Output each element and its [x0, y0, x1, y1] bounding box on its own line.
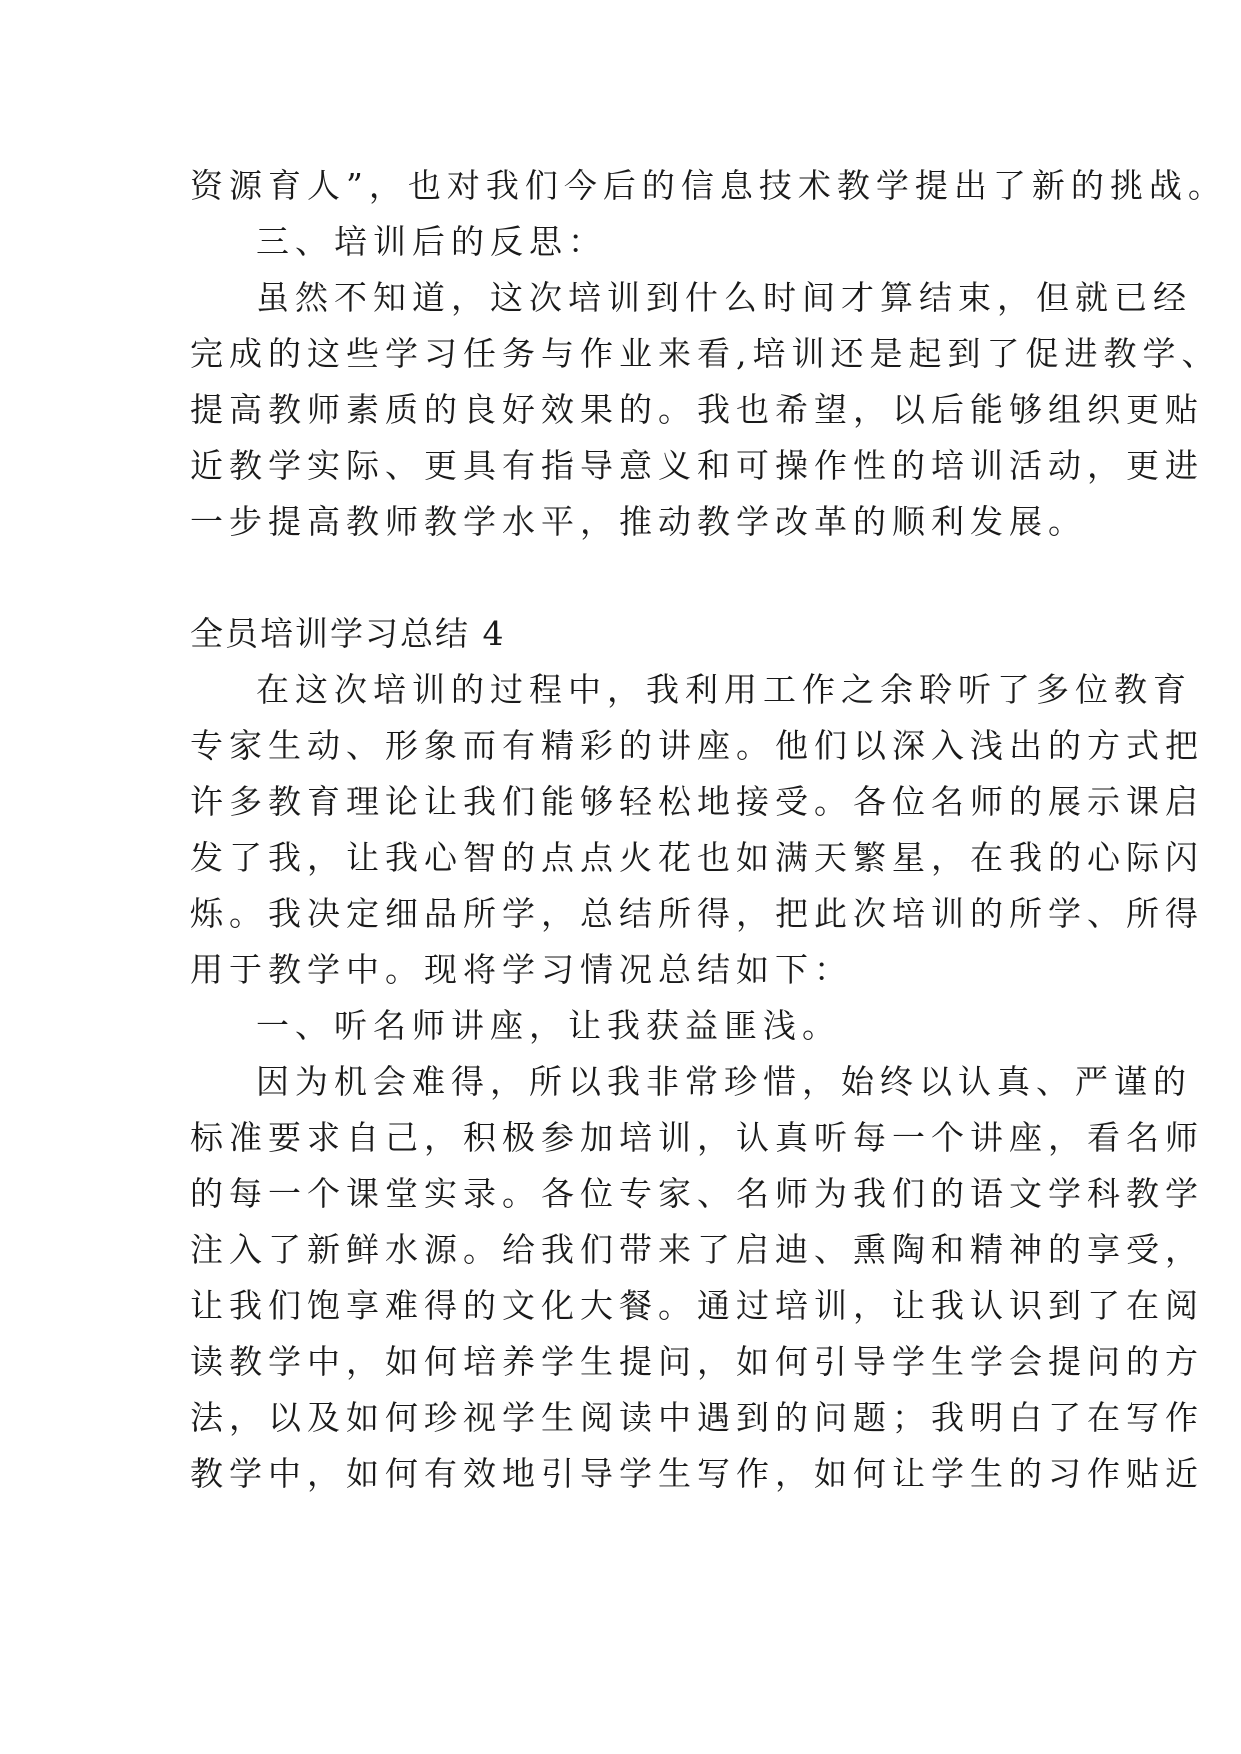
text-line: 因为机会难得，所以我非常珍惜，始终以认真、严谨的: [256, 1062, 1192, 1101]
text-line: 教学中，如何有效地引导学生写作，如何让学生的习作贴近: [190, 1454, 1204, 1493]
text-line: 许多教育理论让我们能够轻松地接受。各位名师的展示课启: [190, 782, 1204, 821]
text-line: 虽然不知道，这次培训到什么时间才算结束，但就已经: [256, 278, 1192, 317]
text-line: 在这次培训的过程中，我利用工作之余聆听了多位教育: [256, 670, 1192, 709]
text-line: 完成的这些学习任务与作业来看,培训还是起到了促进教学、: [190, 334, 1221, 373]
text-line: 标准要求自己，积极参加培训，认真听每一个讲座，看名师: [190, 1118, 1204, 1157]
text-line: 让我们饱享难得的文化大餐。通过培训，让我认识到了在阅: [190, 1286, 1204, 1325]
text-line: 一步提高教师教学水平，推动教学改革的顺利发展。: [190, 502, 1087, 541]
text-line: 注入了新鲜水源。给我们带来了启迪、熏陶和精神的享受，: [190, 1230, 1204, 1269]
section-title: 全员培训学习总结 4: [190, 614, 506, 653]
text-line: 发了我，让我心智的点点火花也如满天繁星，在我的心际闪: [190, 838, 1204, 877]
document-body: [190, 158, 1227, 1502]
text-line: 近教学实际、更具有指导意义和可操作性的培训活动，更进: [190, 446, 1204, 485]
text-line: 的每一个课堂实录。各位专家、名师为我们的语文学科教学: [190, 1174, 1204, 1213]
subheading-lectures: 一、听名师讲座，让我获益匪浅。: [256, 1006, 841, 1045]
text-line: 烁。我决定细品所学，总结所得，把此次培训的所学、所得: [190, 894, 1204, 933]
text-line: 专家生动、形象而有精彩的讲座。他们以深入浅出的方式把: [190, 726, 1204, 765]
text-line: 提高教师素质的良好效果的。我也希望，以后能够组织更贴: [190, 390, 1204, 429]
text-line: 用于教学中。现将学习情况总结如下：: [190, 950, 853, 989]
text-line: 资源育人”，也对我们今后的信息技术教学提出了新的挑战。: [190, 166, 1227, 205]
text-line: 法，以及如何珍视学生阅读中遇到的问题；我明白了在写作: [190, 1398, 1204, 1437]
subheading-reflection: 三、培训后的反思：: [256, 222, 607, 261]
paragraph-gap: [190, 550, 1070, 606]
text-line: 读教学中，如何培养学生提问，如何引导学生学会提问的方: [190, 1342, 1204, 1381]
